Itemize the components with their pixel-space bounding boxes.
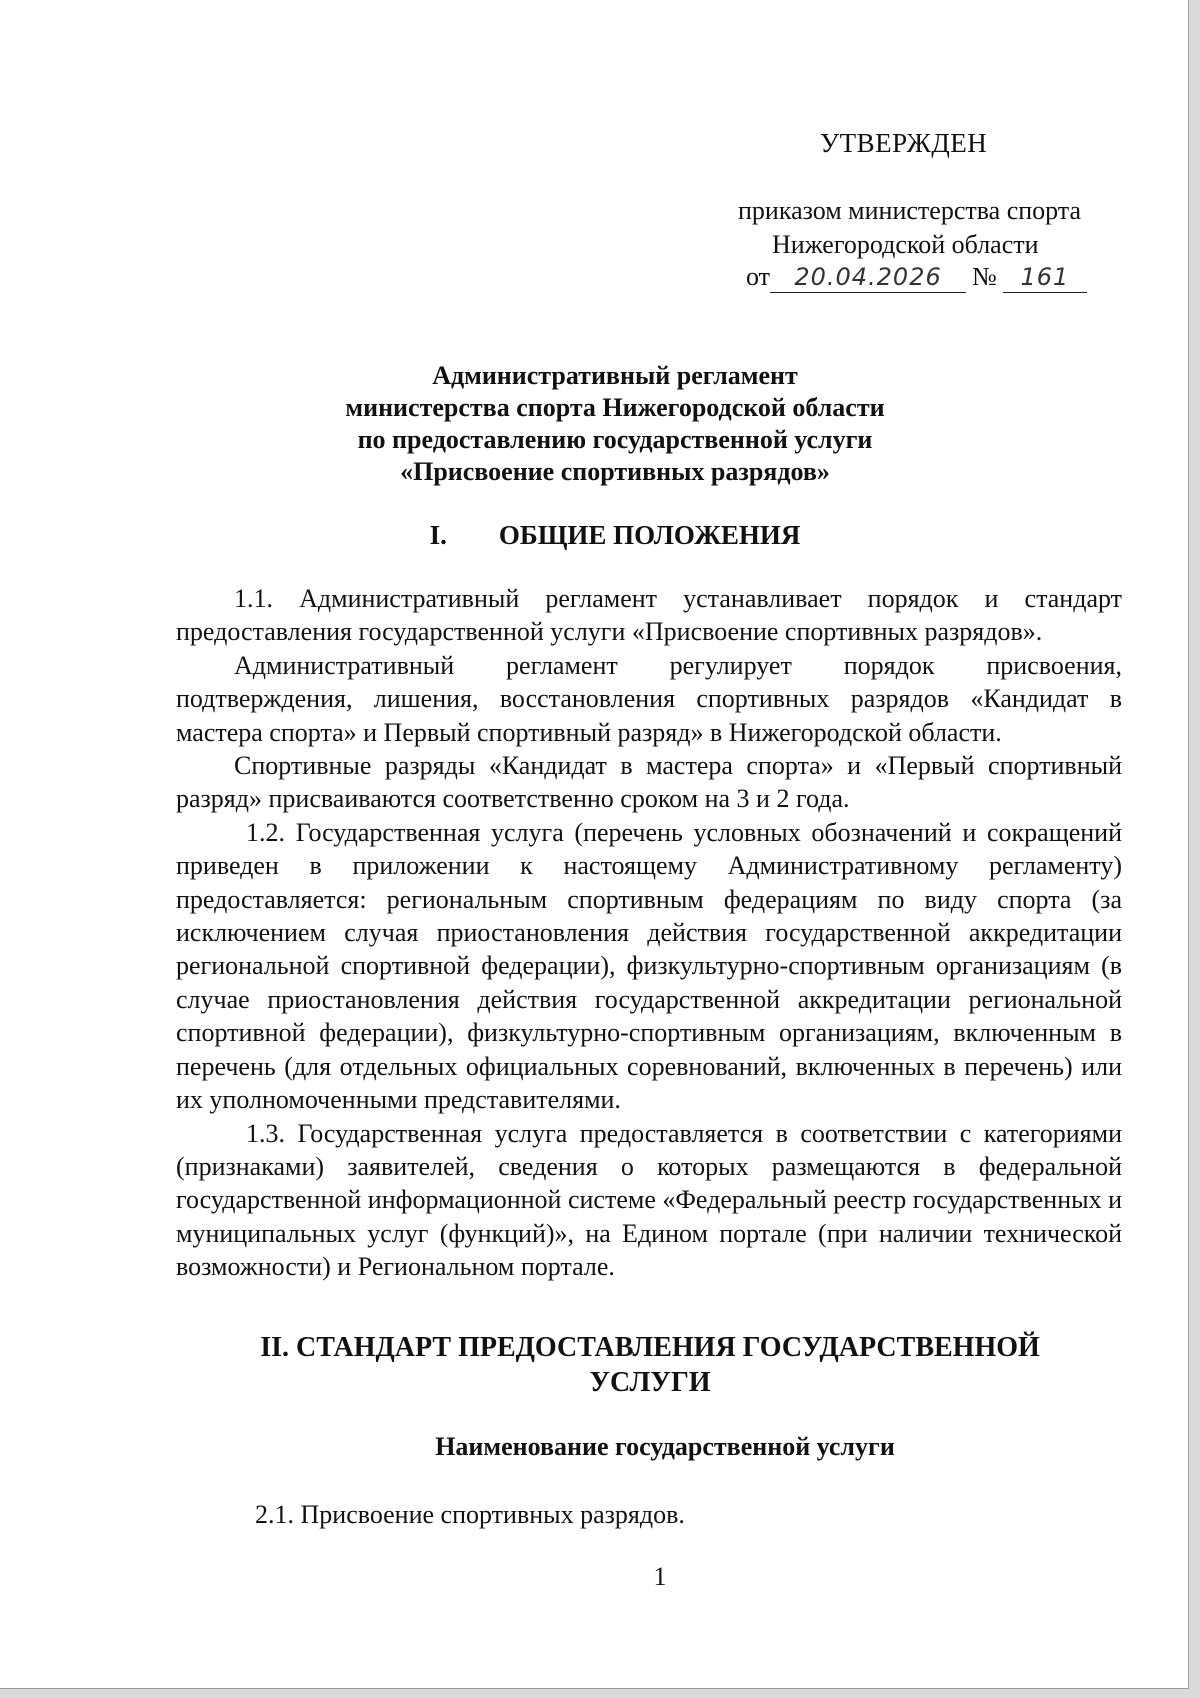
title-line-4: «Присвоение спортивных разрядов» <box>400 457 830 486</box>
paragraph-rank-terms: Спортивные разряды «Кандидат в мастера спорта» и «Первый спортивный разряд» присваиваются соответственно сроком на 3 и 2 года. <box>176 751 1122 814</box>
handwritten-order-number: 161 <box>1003 262 1087 293</box>
date-prefix: от <box>746 262 771 291</box>
paragraph-1-3: 1.3. Государственная услуга предоставляется в соответствии с категориями (признаками) заявителей, сведения о которых размещаются в федеральной государственной информационной системе «Федеральный реестр государственных и муниципальных услуг (функций)», на Едином портале (при наличии технической возможности) и Региональном портале. <box>176 1118 1122 1282</box>
paragraph-regulation-scope: Административный регламент регулирует порядок присвоения, подтверждения, лишения, восстановления спортивных разрядов «Кандидат в мастера спорта» и Первый спортивный разряд» в Нижегородской области. <box>176 650 1122 747</box>
section-1-title: ОБЩИЕ ПОЛОЖЕНИЯ <box>498 520 801 550</box>
title-line-1: Административный регламент <box>432 361 798 390</box>
title-line-3: по предоставлению государственной услуги <box>357 425 873 454</box>
number-sign: № <box>972 262 997 291</box>
order-date-number-line <box>746 262 1087 293</box>
service-name-subheading: Наименование государственной услуги <box>435 1432 895 1461</box>
page-number: 1 <box>653 1562 667 1591</box>
section-2-heading: II. СТАНДАРТ ПРЕДОСТАВЛЕНИЯ ГОСУДАРСТВЕННОЙ УСЛУГИ <box>260 1332 1040 1398</box>
section-1-numeral: I. <box>429 520 447 550</box>
title-line-2: министерства спорта Нижегородской области <box>345 393 885 422</box>
approved-label: УТВЕРЖДЕН <box>820 128 988 158</box>
paragraph-1-1: 1.1. Административный регламент устанавливает порядок и стандарт предоставления государственной услуги «Присвоение спортивных разрядов». <box>176 584 1122 647</box>
handwritten-date: 20.04.2026 <box>770 262 966 293</box>
paragraph-1-2: 1.2. Государственная услуга (перечень условных обозначений и сокращений приведен в приложении к настоящему Административному регламенту) предоставляется: региональным спортивным федерациям по виду спорта (за исключением случая приостановления действия государственной аккредитации региональной спортивной федерации), физкультурно-спортивным организациям (в случае приостановления действия государственной аккредитации региональной спортивной федерации), физкультурно-спортивным организациям, включенным в перечень (для отдельных официальных соревнований, включенных в перечень) или их уполномоченными представителями. <box>176 817 1122 1115</box>
document-title <box>170 360 1060 488</box>
order-line-2: Нижегородской области <box>772 230 1039 259</box>
section-1-heading <box>170 520 1060 551</box>
item-2-1: 2.1. Присвоение спортивных разрядов. <box>255 1500 685 1529</box>
order-line-1: приказом министерства спорта <box>738 196 1082 225</box>
section-1-body <box>176 582 1122 1284</box>
